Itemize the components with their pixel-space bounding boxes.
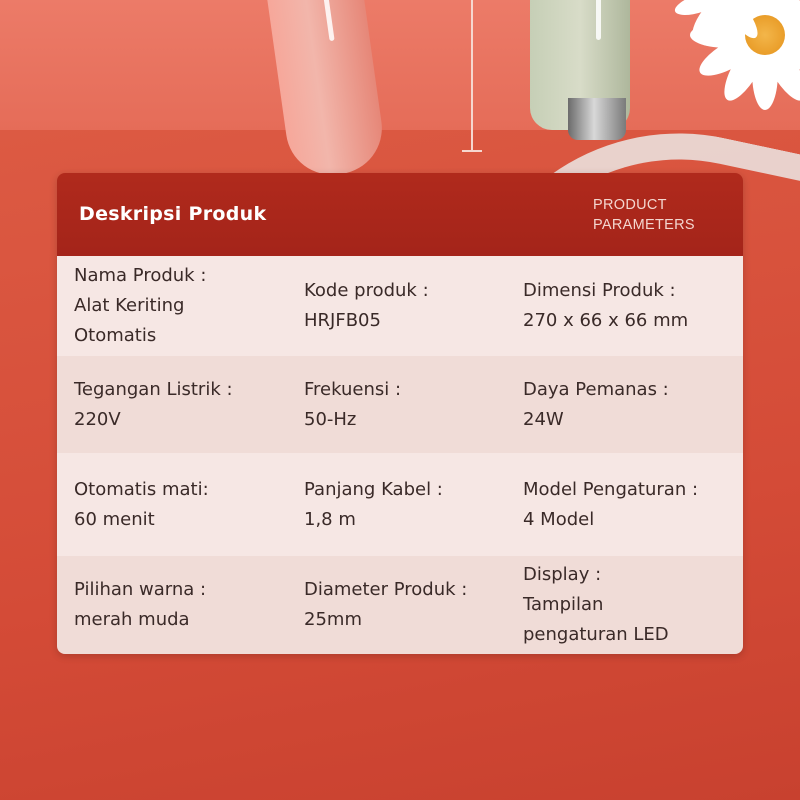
spec-row [57,556,743,654]
spec-value: 1,8 m [304,508,356,530]
spec-value: 25mm [304,609,362,630]
spec-label: Otomatis mati: [74,478,209,500]
spec-panjang-kabel [285,453,506,556]
spec-nama-produk [57,256,285,356]
spec-label: Display : [523,564,602,585]
spec-value: 60 menit [74,508,155,530]
spec-value: 24W [523,408,564,430]
spec-label: Panjang Kabel : [304,478,443,500]
spec-value: HRJFB05 [304,310,381,331]
spec-label: Diameter Produk : [304,579,468,600]
spec-value: pengaturan LED [523,624,669,645]
panel-subtitle-line: PRODUCT [593,197,667,213]
spec-label: Kode produk : [304,280,429,301]
spec-label: Pilihan warna : [74,579,207,600]
spec-display [506,556,743,654]
spec-value: 220V [74,408,121,430]
spec-daya-pemanas [506,356,743,453]
panel-subtitle [593,195,733,235]
panel-subtitle-line: PARAMETERS [593,217,695,233]
spec-tegangan-listrik [57,356,285,453]
spec-value: Alat Keriting [74,295,185,316]
spec-pilihan-warna [57,556,285,654]
spec-row [57,356,743,453]
dimension-cap [462,150,482,152]
curler-ferrule [568,98,626,140]
daisy-flower-icon [673,0,778,48]
spec-otomatis-mati [57,453,285,556]
product-spec-panel [57,173,743,654]
spec-value: 4 Model [523,508,595,530]
spec-value: 270 x 66 x 66 mm [523,310,689,331]
spec-row [57,256,743,356]
spec-dimensi-produk [506,256,743,356]
spec-label: Daya Pemanas : [523,378,669,400]
spec-label: Dimensi Produk : [523,280,676,301]
spec-value: 50-Hz [304,408,357,430]
dimension-line [471,0,473,152]
panel-title: Deskripsi Produk [79,203,267,225]
spec-label: Frekuensi : [304,378,402,400]
spec-value: Tampilan [523,594,604,615]
spec-model-pengaturan [506,453,743,556]
spec-kode-produk [285,256,506,356]
spec-label: Nama Produk : [74,265,207,286]
spec-frekuensi [285,356,506,453]
spec-label: Model Pengaturan : [523,478,699,500]
spec-label: Tegangan Listrik : [74,378,233,400]
panel-header [57,173,743,256]
spec-row [57,453,743,556]
spec-value: Otomatis [74,325,157,346]
spec-diameter-produk [285,556,506,654]
spec-value: merah muda [74,609,190,630]
